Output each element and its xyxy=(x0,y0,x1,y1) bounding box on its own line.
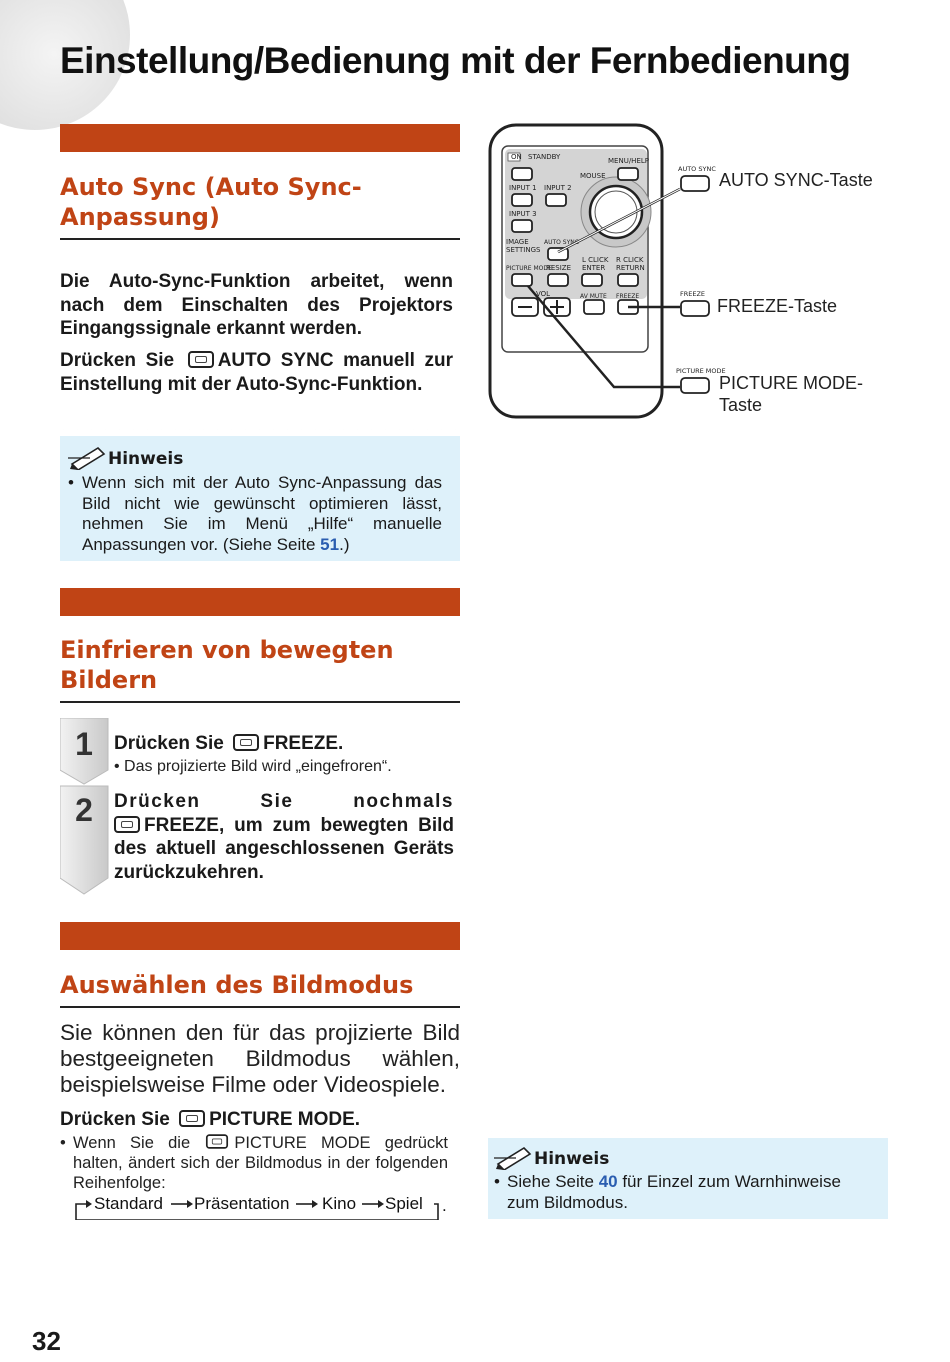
pencil-icon xyxy=(494,1144,534,1170)
note-edge-2 xyxy=(488,1128,888,1138)
remote-label-image-settings-2: SETTINGS xyxy=(506,246,541,254)
picture-bullet-b: PICTURE MODE gedrückt halten, ändert sich der Bildmodus in der folgenden Reihenfolge: xyxy=(73,1134,449,1192)
picture-mode-cycle xyxy=(74,1194,447,1218)
remote-label-input2: INPUT 2 xyxy=(544,184,572,192)
remote-label-mouse: MOUSE xyxy=(580,172,606,180)
note-header xyxy=(68,444,442,470)
autosync-heading-line2: Anpassung) xyxy=(60,203,220,231)
cycle-item-spiel: Spiel xyxy=(385,1194,423,1213)
picture-mode-button-icon xyxy=(179,1110,205,1127)
remote-label-input3: INPUT 3 xyxy=(509,210,537,218)
section-bar-autosync xyxy=(60,124,460,152)
freeze-heading-line1: Einfrieren von bewegten xyxy=(60,636,394,664)
callout-picture-label-2: Taste xyxy=(719,395,763,415)
callout-auto-sync-small: AUTO SYNC xyxy=(678,165,716,173)
cycle-item-standard: Standard xyxy=(94,1194,163,1213)
remote-label-r-click-2: RETURN xyxy=(616,264,645,272)
cycle-item-kino: Kino xyxy=(322,1194,357,1213)
cycle-end: . xyxy=(442,1196,447,1215)
note-heading: Hinweis xyxy=(108,449,184,469)
page-link-51[interactable]: 51 xyxy=(320,534,340,554)
picture-press-action: PICTURE MODE. xyxy=(209,1109,361,1130)
callout-freeze-small: FREEZE xyxy=(680,290,706,298)
remote-control-illustration xyxy=(488,122,888,422)
step-1-press: Drücken Sie xyxy=(114,733,224,754)
page-link-40[interactable]: 40 xyxy=(598,1172,618,1191)
callout-picture-small: PICTURE MODE xyxy=(676,367,726,375)
section-bar-picture xyxy=(60,922,460,950)
note-box-autosync xyxy=(60,426,460,561)
step-1-bullet-text: Das projizierte Bild wird „eingefroren“. xyxy=(124,758,392,775)
note-text-body: Wenn sich mit der Auto Sync-Anpassung das Bild nicht wie gewünscht optimieren lässt, nehmen Sie im Menü „Hilfe“ manuelle Anpassungen vor. (Siehe Seite xyxy=(82,473,442,554)
step-1-action: FREEZE. xyxy=(263,733,344,754)
note-2-text-a: Siehe Seite xyxy=(507,1172,599,1191)
remote-label-input1: INPUT 1 xyxy=(509,184,537,192)
auto-sync-button-icon xyxy=(188,351,214,368)
remote-label-picture-mode: PICTURE MODE xyxy=(506,265,552,272)
remote-label-r-click-1: R CLICK xyxy=(616,256,644,264)
autosync-heading-line1: Auto Sync (Auto Sync- xyxy=(60,173,362,201)
note-box-picture xyxy=(488,1128,888,1219)
remote-label-l-click-1: L CLICK xyxy=(582,256,609,264)
picture-mode-button-icon-2 xyxy=(206,1134,228,1148)
step-1-text xyxy=(114,733,454,755)
picture-heading: Auswählen des Bildmodus xyxy=(60,970,460,1008)
cycle-item-praesentation: Präsentation xyxy=(194,1194,290,1213)
remote-label-vol: VOL xyxy=(536,290,551,298)
step-1-number: 1 xyxy=(75,726,93,762)
picture-bullet-a: Wenn Sie die xyxy=(73,1134,191,1152)
callout-auto-sync-label: AUTO SYNC-Taste xyxy=(719,170,873,190)
picture-press xyxy=(60,1109,360,1131)
autosync-press-action: AUTO SYNC manuell zur Einstellung mit der Auto-Sync-Funktion. xyxy=(60,350,453,395)
remote-label-av-mute: AV MUTE xyxy=(580,293,607,300)
remote-label-on: ON xyxy=(511,153,522,161)
autosync-paragraph-1: Die Auto-Sync-Funktion arbeitet, wenn nach dem Einschalten des Projektors Eingangssignale erkannt werden. xyxy=(60,271,453,339)
freeze-heading xyxy=(60,635,460,703)
picture-bullet: • Wenn Sie die PICTURE MODE gedrückt halten, ändert sich der Bildmodus in der folgenden Reihenfolge: xyxy=(60,1134,449,1192)
section-bar-freeze xyxy=(60,588,460,616)
note-text: • Wenn sich mit der Auto Sync-Anpassung das Bild nicht wie gewünscht optimieren lässt, nehmen Sie im Menü „Hilfe“ manuelle Anpassungen vor. (Siehe Seite 51.) xyxy=(68,473,442,554)
callout-freeze-label: FREEZE-Taste xyxy=(717,296,838,316)
remote-label-auto-sync: AUTO SYNC xyxy=(544,239,579,246)
remote-label-freeze: FREEZE xyxy=(616,293,640,300)
picture-press-text: Drücken Sie xyxy=(60,1109,170,1130)
note-2-text-b: für Einzel zum Warnhinweise zum Bildmodus. xyxy=(507,1172,841,1212)
autosync-press-text: Drücken Sie xyxy=(60,350,175,371)
note-edge xyxy=(60,426,460,436)
callout-picture-label-1: PICTURE MODE- xyxy=(719,373,863,393)
remote-label-image-settings-1: IMAGE xyxy=(506,238,529,246)
autosync-paragraph-2 xyxy=(60,349,453,396)
note-heading-2: Hinweis xyxy=(534,1149,610,1169)
note-text-end: .) xyxy=(339,534,350,554)
freeze-heading-line2: Bildern xyxy=(60,666,158,694)
freeze-button-icon-2 xyxy=(114,816,140,833)
remote-label-menu-help: MENU/HELP xyxy=(608,157,649,165)
remote-label-resize: RESIZE xyxy=(546,264,572,272)
remote-label-l-click-2: ENTER xyxy=(582,264,606,272)
page-number: 32 xyxy=(32,1326,61,1356)
freeze-button-icon xyxy=(233,734,259,751)
pencil-icon xyxy=(68,444,108,470)
note-header-2 xyxy=(494,1144,874,1170)
note-text-2: • Siehe Seite 40 für Einzel zum Warnhinweise zum Bildmodus. xyxy=(494,1172,841,1212)
step-2-action: FREEZE, um zum bewegten Bild des aktuell angeschlossenen Geräts zurückzukehren. xyxy=(114,814,454,883)
page-title: Einstellung/Bedienung mit der Fernbedienung xyxy=(60,40,851,81)
step-1-bullet: • Das projizierte Bild wird „eingefroren“. xyxy=(114,758,392,775)
picture-intro: Sie können den für das projizierte Bild bestgeeigneten Bildmodus wählen, beispielsweise Filme oder Videospiele. xyxy=(60,1020,460,1097)
step-2-number: 2 xyxy=(75,792,93,828)
autosync-heading xyxy=(60,172,460,240)
remote-label-standby: STANDBY xyxy=(528,153,561,161)
step-2-text xyxy=(114,790,454,884)
step-2-line1: Drücken Sie nochmals xyxy=(114,791,454,812)
